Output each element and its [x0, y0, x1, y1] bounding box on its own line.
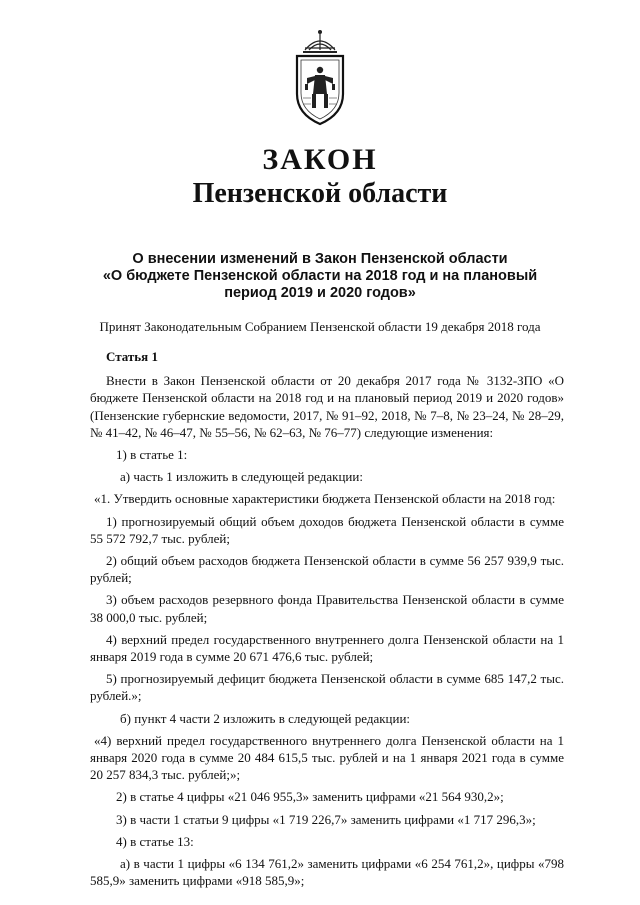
article-body [90, 348, 564, 894]
law-subject-line: О внесении изменений в Закон Пензенской области [132, 251, 508, 267]
article-paragraph: «4) верхний предел государственного внутреннего долга Пензенской области на 1 января 2020 года в сумме 20 484 615,5 тыс. рублей и на 1 января 2021 года в сумме 20 257 834,3 тыс. рублей;»; [90, 732, 564, 783]
article-paragraph: 3) в части 1 статьи 9 цифры «1 719 226,7» заменить цифрами «1 717 296,3»; [116, 811, 536, 827]
article-paragraph: а) часть 1 изложить в следующей редакции: [120, 469, 363, 485]
law-subject [60, 251, 580, 302]
article-paragraph: а) в части 1 цифры «6 134 761,2» заменить цифрами «6 254 761,2», цифры «798 585,9» заменить цифрами «918 585,9»; [90, 856, 564, 889]
article-paragraph: 5) прогнозируемый дефицит бюджета Пензенской области в сумме 685 147,2 тыс. рублей.»; [90, 671, 564, 704]
article-paragraph: Внести в Закон Пензенской области от 20 декабря 2017 года № 3132-ЗПО «О бюджете Пензенской области на 2018 год и на плановый период 2019 и 2020 годов» (Пензенские губернские ведомости, 2017, № 91–92, 2018, № 7–8, № 23–24, № 28–29, № 41–42, № 46–47, № 55–56, № 62–63, № 76–77) следующие изменения: [90, 373, 564, 440]
article-paragraph: б) пункт 4 части 2 изложить в следующей редакции: [120, 710, 411, 726]
law-subject-line: «О бюджете Пензенской области на 2018 год и на плановый [102, 268, 538, 284]
adoption-note: Принят Законодательным Собранием Пензенской области 19 декабря 2018 года [99, 319, 541, 334]
law-region: Пензенской области [192, 178, 448, 209]
article-paragraph: 4) в статье 13: [116, 833, 194, 849]
article-paragraph: 2) общий объем расходов бюджета Пензенской области в сумме 56 257 939,9 тыс. рублей; [90, 553, 564, 586]
coat-of-arms-icon [285, 28, 355, 128]
article-paragraph: 1) в статье 1: [116, 447, 188, 463]
article-paragraph: 3) объем расходов резервного фонда Правительства Пензенской области в сумме 38 000,0 тыс. рублей; [90, 592, 564, 625]
article-paragraph: «1. Утвердить основные характеристики бюджета Пензенской области на 2018 год: [94, 491, 556, 507]
law-title: ЗАКОН [262, 143, 378, 176]
article-paragraph: 2) в статье 4 цифры «21 046 955,3» заменить цифрами «21 564 930,2»; [116, 789, 504, 805]
law-subject-line: период 2019 и 2020 годов» [224, 285, 416, 301]
article-heading: Статья 1 [106, 349, 158, 364]
article-paragraph: 1) прогнозируемый общий объем доходов бюджета Пензенской области в сумме 55 572 792,7 тыс. рублей; [90, 513, 564, 546]
article-paragraph: 4) верхний предел государственного внутреннего долга Пензенской области на 1 января 2019 года в сумме 20 671 476,6 тыс. рублей; [90, 631, 564, 665]
